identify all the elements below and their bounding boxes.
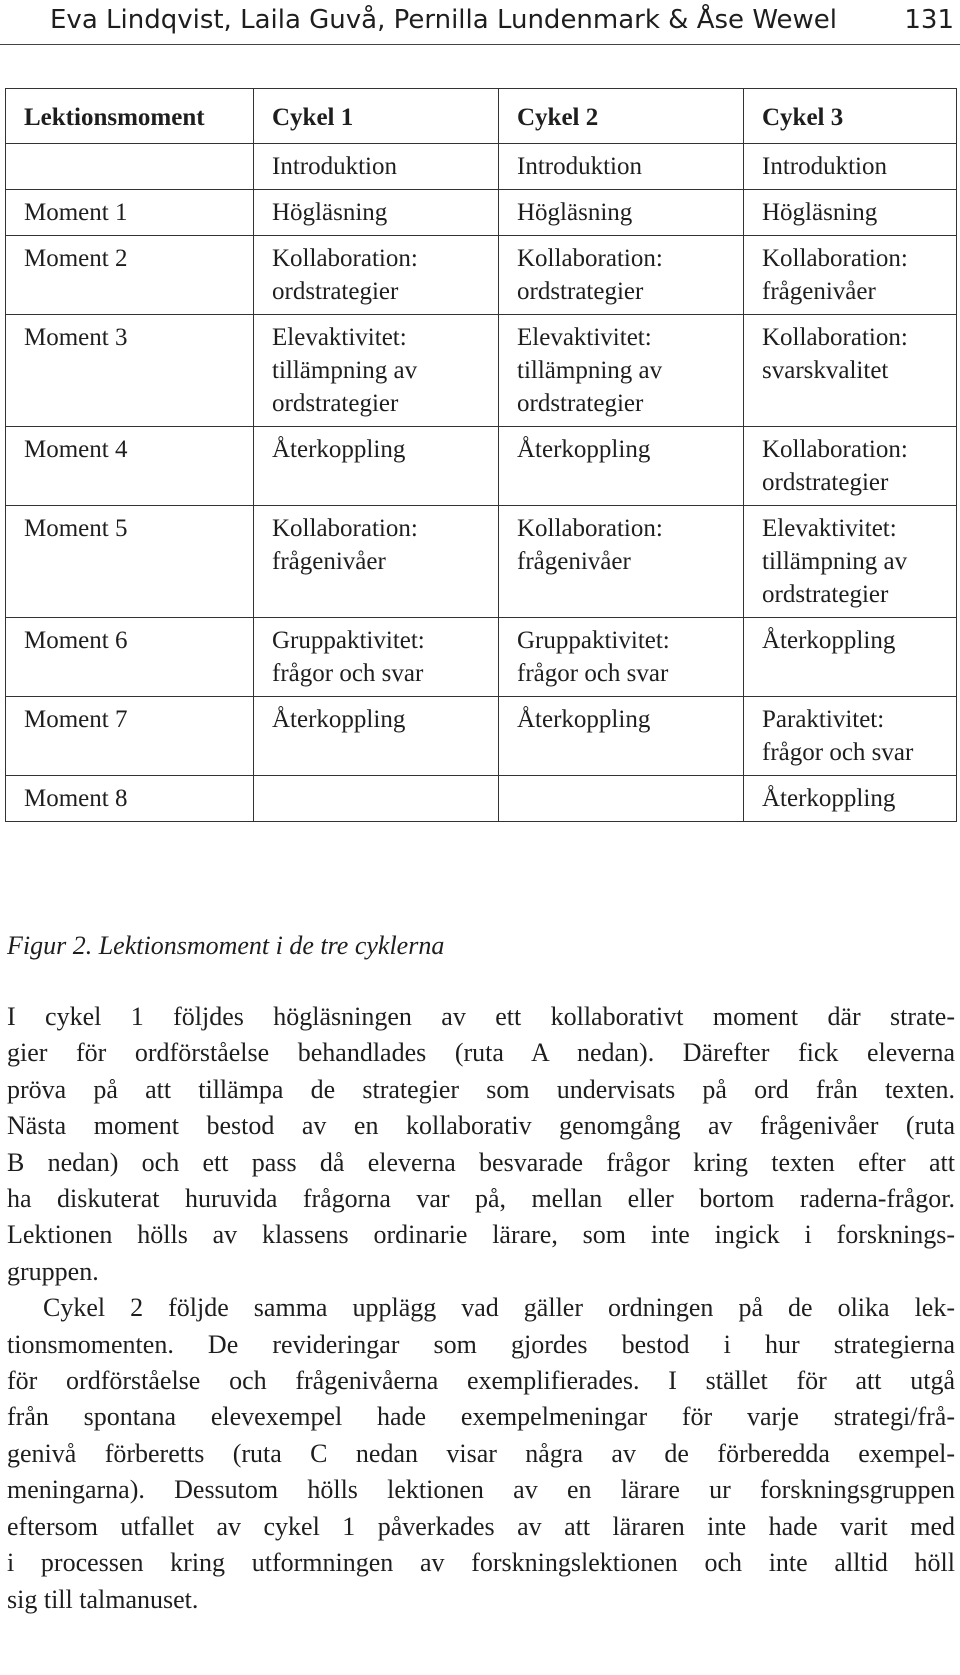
page-number: 131 xyxy=(904,5,954,35)
table-row-label xyxy=(6,776,254,822)
table-row xyxy=(6,236,957,315)
table-cell-cycle-2 xyxy=(499,506,744,618)
table-row xyxy=(6,618,957,697)
cell-line: Introduktion xyxy=(762,153,887,180)
lesson-moments-table xyxy=(5,88,957,822)
header-authors: Eva Lindqvist, Laila Guvå, Pernilla Lundenmark & Åse Wewel xyxy=(50,5,837,35)
table-row-label xyxy=(6,618,254,697)
cell-line: Moment 5 xyxy=(24,515,128,542)
cell-line: Högläsning xyxy=(762,199,878,226)
cell-line: Elevaktivitet: xyxy=(517,324,652,351)
cell-line: Elevaktivitet: xyxy=(272,324,407,351)
text-line: genivå förberetts (ruta C nedan visar några av de förberedda exempel- xyxy=(7,1438,955,1468)
cell-line: frågor och svar xyxy=(762,739,914,766)
cell-line: Moment 3 xyxy=(24,324,128,351)
cell-line: ordstrategier xyxy=(762,581,889,608)
table-row xyxy=(6,427,957,506)
table-row xyxy=(6,190,957,236)
running-header xyxy=(0,0,960,45)
table-cell-cycle-3 xyxy=(744,776,957,822)
table-row-label xyxy=(6,697,254,776)
table-header-cell: Cykel 3 xyxy=(744,89,957,144)
cell-line: tillämpning av xyxy=(762,548,908,575)
table-row xyxy=(6,697,957,776)
cell-line: frågor och svar xyxy=(272,660,424,687)
cell-line: Moment 6 xyxy=(24,627,128,654)
table-header-cell: Cykel 2 xyxy=(499,89,744,144)
cell-line: Moment 2 xyxy=(24,245,128,272)
cell-line: frågenivåer xyxy=(762,278,876,305)
cell-line: Kollaboration: xyxy=(762,245,908,272)
cell-line: Återkoppling xyxy=(762,627,896,654)
text-line: gruppen. xyxy=(7,1256,99,1286)
cell-line: Återkoppling xyxy=(517,706,651,733)
table-header-cell: Lektionsmoment xyxy=(6,89,254,144)
table-cell-cycle-1 xyxy=(254,427,499,506)
cell-line: Kollaboration: xyxy=(272,245,418,272)
table-row xyxy=(6,144,957,190)
text-line: gier för ordförståelse behandlades (ruta A nedan). Därefter fick eleverna xyxy=(7,1038,955,1068)
cell-line: Elevaktivitet: xyxy=(762,515,897,542)
cell-line: Moment 1 xyxy=(24,199,128,226)
cell-line: tillämpning av xyxy=(272,357,418,384)
cell-line: Högläsning xyxy=(272,199,388,226)
table-cell-cycle-2 xyxy=(499,236,744,315)
cell-line: Kollaboration: xyxy=(272,515,418,542)
table-row-label xyxy=(6,236,254,315)
figure-caption: Figur 2. Lektionsmoment i de tre cyklerna xyxy=(7,931,445,960)
cell-line: frågenivåer xyxy=(517,548,631,575)
table-cell-cycle-3 xyxy=(744,315,957,427)
cell-line: ordstrategier xyxy=(517,278,644,305)
cell-line: Introduktion xyxy=(272,153,397,180)
table-body xyxy=(6,144,957,822)
text-line: ha diskuterat huruvida frågorna var på, mellan eller bortom raderna-frågor. xyxy=(7,1184,955,1214)
text-line: meningarna). Dessutom hölls lektionen av en lärare ur forskningsgruppen xyxy=(7,1475,955,1505)
table-row-label xyxy=(6,427,254,506)
table-row xyxy=(6,776,957,822)
cell-line: Återkoppling xyxy=(272,706,406,733)
table-row-label xyxy=(6,190,254,236)
cell-line: Kollaboration: xyxy=(762,436,908,463)
text-line: från spontana elevexempel hade exempelmeningar för varje strategi/frå- xyxy=(7,1402,955,1432)
text-line: Nästa moment bestod av en kollaborativ genomgång av frågenivåer (ruta xyxy=(7,1111,955,1141)
table-cell-cycle-3 xyxy=(744,236,957,315)
cell-line: ordstrategier xyxy=(272,278,399,305)
cell-line: Högläsning xyxy=(517,199,633,226)
table-cell-cycle-3 xyxy=(744,190,957,236)
table-cell-cycle-3 xyxy=(744,506,957,618)
table-cell-cycle-3 xyxy=(744,144,957,190)
cell-line: Paraktivitet: xyxy=(762,706,885,733)
table-cell-cycle-2 xyxy=(499,618,744,697)
cell-line: Moment 4 xyxy=(24,436,128,463)
cell-line: ordstrategier xyxy=(762,469,889,496)
table-cell-cycle-2 xyxy=(499,144,744,190)
cell-line: Kollaboration: xyxy=(517,245,663,272)
cell-line: Kollaboration: xyxy=(517,515,663,542)
cell-line: frågor och svar xyxy=(517,660,669,687)
text-line: eftersom utfallet av cykel 1 påverkades av att läraren inte hade varit med xyxy=(7,1511,955,1541)
text-line: för ordförståelse och frågenivåerna exemplifierades. I stället för att utgå xyxy=(7,1366,955,1396)
table-cell-cycle-3 xyxy=(744,697,957,776)
table-header-cell: Cykel 1 xyxy=(254,89,499,144)
cell-line: Introduktion xyxy=(517,153,642,180)
table-cell-cycle-1 xyxy=(254,315,499,427)
table-row-label xyxy=(6,506,254,618)
cell-line: Kollaboration: xyxy=(762,324,908,351)
table-cell-cycle-1 xyxy=(254,618,499,697)
paragraph xyxy=(7,1290,955,1618)
text-line: i processen kring utformningen av forskningslektionen och inte alltid höll xyxy=(7,1548,955,1578)
table-cell-cycle-1 xyxy=(254,236,499,315)
cell-line: Gruppaktivitet: xyxy=(517,627,670,654)
cell-line: Återkoppling xyxy=(517,436,651,463)
table-cell-cycle-2 xyxy=(499,190,744,236)
table-row xyxy=(6,506,957,618)
table-cell-cycle-3 xyxy=(744,618,957,697)
text-line: pröva på att tillämpa de strategier som undervisats på ord från texten. xyxy=(7,1074,955,1104)
table-cell-cycle-1 xyxy=(254,190,499,236)
text-line: Cykel 2 följde samma upplägg vad gäller ordningen på de olika lek- xyxy=(43,1293,955,1323)
cell-line: Gruppaktivitet: xyxy=(272,627,425,654)
cell-line: frågenivåer xyxy=(272,548,386,575)
cell-line: ordstrategier xyxy=(517,390,644,417)
table-cell-cycle-1 xyxy=(254,144,499,190)
table-cell-cycle-2 xyxy=(499,315,744,427)
cell-line: ordstrategier xyxy=(272,390,399,417)
cell-line: Moment 8 xyxy=(24,785,128,812)
table-row-label xyxy=(6,315,254,427)
text-line: Lektionen hölls av klassens ordinarie lärare, som inte ingick i forsknings- xyxy=(7,1220,955,1250)
cell-line: Återkoppling xyxy=(762,785,896,812)
table-row-label xyxy=(6,144,254,190)
table-row xyxy=(6,315,957,427)
text-line: B nedan) och ett pass då eleverna besvarade frågor kring texten efter att xyxy=(7,1147,955,1177)
paragraph xyxy=(7,999,955,1290)
cell-line: Återkoppling xyxy=(272,436,406,463)
table-cell-cycle-3 xyxy=(744,427,957,506)
text-line: sig till talmanuset. xyxy=(7,1584,199,1614)
table-cell-cycle-2 xyxy=(499,776,744,822)
cell-line: Moment 7 xyxy=(24,706,128,733)
table-cell-cycle-2 xyxy=(499,697,744,776)
table-cell-cycle-1 xyxy=(254,697,499,776)
table-cell-cycle-1 xyxy=(254,776,499,822)
body-text xyxy=(7,999,955,1618)
cell-line: tillämpning av xyxy=(517,357,663,384)
table-cell-cycle-1 xyxy=(254,506,499,618)
table-header-row xyxy=(6,89,957,144)
text-line: tionsmomenten. De revideringar som gjordes bestod i hur strategierna xyxy=(7,1329,955,1359)
cell-line: svarskvalitet xyxy=(762,357,889,384)
table-cell-cycle-2 xyxy=(499,427,744,506)
text-line: I cykel 1 följdes högläsningen av ett kollaborativt moment där strate- xyxy=(7,1002,955,1031)
